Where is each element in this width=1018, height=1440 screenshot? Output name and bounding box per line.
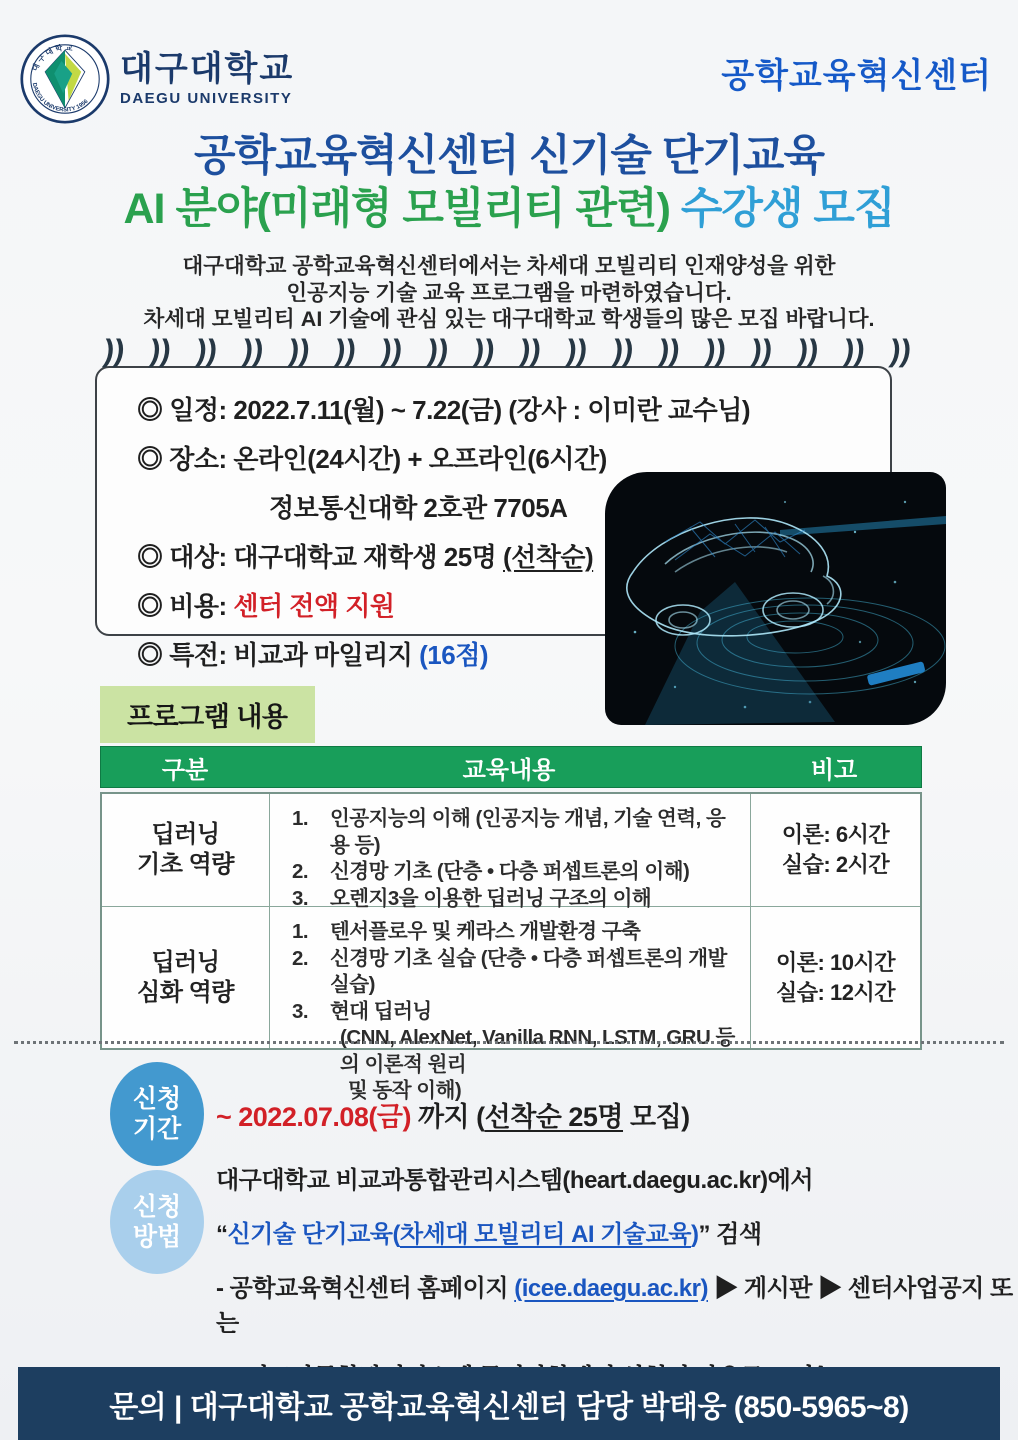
- info-target: ◎ 대상: 대구대학교 재학생 25명 (선착순): [137, 542, 594, 572]
- wireframe-car-image: [605, 472, 946, 725]
- category-cell: 딥러닝 심화 역량: [102, 907, 270, 1048]
- university-logo: [20, 34, 294, 124]
- university-name: [120, 51, 294, 107]
- note-cell: 이론: 6시간 실습: 2시간: [750, 794, 920, 906]
- col-header-note: 비고: [810, 756, 858, 784]
- poster-title: [0, 130, 1018, 236]
- col-header-content: 교육내용: [462, 756, 556, 784]
- info-schedule: ◎ 일정: 2022.7.11(월) ~ 7.22(금) (강사 : 이미란 교수님): [137, 395, 750, 425]
- content-cell: 1. 텐서플로우 및 케라스 개발환경 구축 2. 신경망 기초 실습 (단층 • 다층 퍼셉트론의 개발 실습) 3. 현대 딥러닝 (CNN, AlexNet, Vanilla RNN, LSTM, GRU 등의 이론적 원리 및 동작 이해): [292, 920, 735, 1102]
- apply-period-text: ~ 2022.07.08(금) 까지 (선착순 25명 모집): [216, 1102, 690, 1132]
- note-cell: 이론: 10시간 실습: 12시간: [750, 907, 920, 1048]
- info-cost: ◎ 비용: 센터 전액 지원: [137, 591, 395, 621]
- method-line-search: “신기술 단기교육(차세대 모빌리티 AI 기술교육)” 검색: [216, 1221, 762, 1248]
- intro-line1: 대구대학교 공학교육혁신센터에서는 차세대 모빌리티 인재양성을 위한: [182, 254, 836, 278]
- table-body: [100, 792, 922, 1102]
- university-name-kr: 대구대학교: [120, 50, 295, 88]
- apply-method-badge: 신청 방법: [110, 1170, 204, 1274]
- wireframe-car-graphic: [605, 472, 946, 725]
- dotted-divider: [14, 1041, 1004, 1044]
- category-cell: 딥러닝 기초 역량: [102, 794, 270, 906]
- intro-paragraph: [0, 253, 1018, 333]
- intro-line2: 인공지능 기술 교육 프로그램을 마련하였습니다.: [286, 280, 732, 305]
- intro-line3: 차세대 모빌리티 AI 기술에 관심 있는 대구대학교 학생들의 많은 모집 바랍니다.: [143, 307, 875, 331]
- program-section-label: 프로그램 내용: [100, 686, 315, 743]
- apply-period-badge: 신청 기간: [110, 1062, 204, 1166]
- table-row: [102, 906, 920, 1102]
- title-line2: [0, 183, 1018, 236]
- program-table: [100, 746, 922, 1102]
- table-row: [102, 794, 920, 910]
- table-header-row: [100, 746, 922, 788]
- footer-contact-text: 문의 | 대구대학교 공학교육혁신센터 담당 박태웅 (850-5965~8): [109, 1390, 909, 1424]
- university-seal-icon: [20, 34, 110, 124]
- content-cell: 1. 인공지능의 이해 (인공지능 개념, 기술 연력, 응용 등) 2. 신경망 기초 (단층 • 다층 퍼셉트론의 이해) 3. 오렌지3을 이용한 딥러닝 구조의 이해: [292, 807, 726, 910]
- svg-text:대 구 대 학 교: 대 구 대 학 교: [30, 43, 74, 73]
- method-line-system: 대구대학교 비교과통합관리시스템(heart.daegu.ac.kr)에서: [216, 1167, 814, 1194]
- title-line1: 공학교육혁신센터 신기술 단기교육: [194, 132, 824, 180]
- center-name: 공학교육혁신센터: [721, 57, 992, 95]
- info-benefit: ◎ 특전: 비교과 마일리지 (16점): [137, 640, 488, 670]
- title-line2-green: AI 분야(미래형 모빌리티 관련): [123, 185, 670, 233]
- university-name-en: DAEGU UNIVERSITY: [120, 90, 293, 107]
- info-location: ◎ 장소: 온라인(24시간) + 오프라인(6시간): [137, 444, 607, 474]
- svg-text:DAEGU UNIVERSITY 1956: DAEGU UNIVERSITY 1956: [30, 82, 90, 114]
- info-location-sub: 정보통신대학 2호관 7705A: [269, 493, 568, 523]
- spiral-binding-decoration: )) )) )) )) )) )) )) )) )) )) )) )) )) )) )) )) )) )): [101, 333, 914, 368]
- title-line2-blue: 수강생 모집: [669, 185, 895, 233]
- col-header-category: 구분: [161, 756, 209, 784]
- method-line-homepage: - 공학교육혁신센터 홈페이지 (icee.daegu.ac.kr) ▶ 게시판 ▶ 센터사업공지 또는: [216, 1275, 1013, 1337]
- footer-contact-bar: [18, 1367, 1000, 1440]
